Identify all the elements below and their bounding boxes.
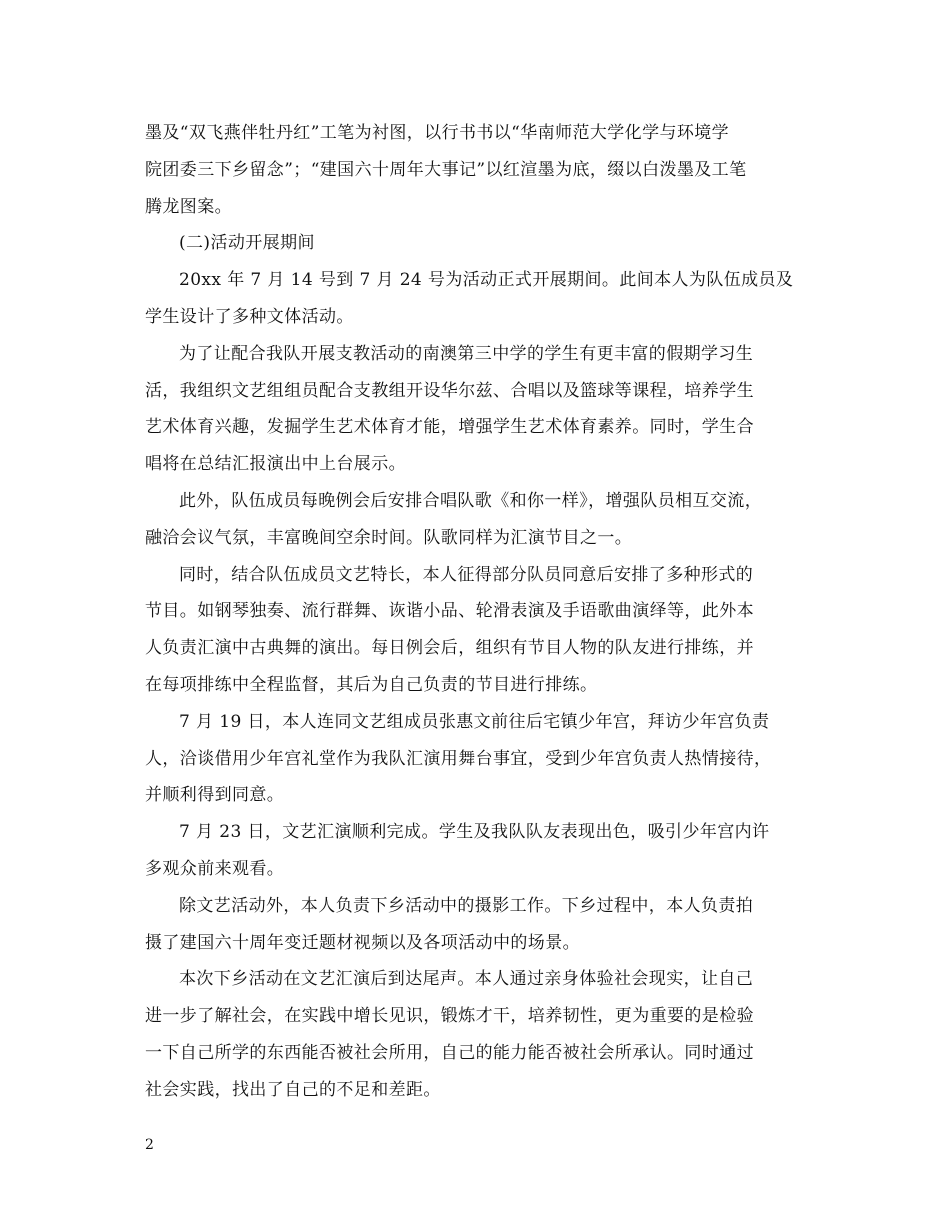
text-line: 墨及“双飞燕伴牡丹红”工笔为衬图，以行书书以“华南师范大学化学与环境学 <box>145 123 730 143</box>
text-line: 本次下乡活动在文艺汇演后到达尾声。本人通过亲身体验社会现实，让自己 <box>179 969 754 990</box>
text-line: 进一步了解社会，在实践中增长见识，锻炼才干，培养韧性，更为重要的是检验 <box>145 1006 754 1027</box>
text-line: 唱将在总结汇报演出中上台展示。 <box>145 454 406 475</box>
text-line: 社会实践，找出了自己的不足和差距。 <box>145 1079 441 1100</box>
text-line: 20xx 年 7 月 14 号到 7 月 24 号为活动正式开展期间。此间本人为队伍成员及 <box>179 270 794 291</box>
text-line: 7 月 23 日，文艺汇演顺利完成。学生及我队队友表现出色，吸引少年宫内许 <box>179 822 770 843</box>
text-line: 此外，队伍成员每晚例会后安排合唱队歌《和你一样》，增强队员相互交流， <box>179 490 763 511</box>
text-line: 除文艺活动外，本人负责下乡活动中的摄影工作。下乡过程中，本人负责拍 <box>179 895 754 916</box>
text-line: 活，我组织文艺组组员配合支教组开设华尔兹、合唱以及篮球等课程，培养学生 <box>145 380 754 401</box>
page-number: 2 <box>145 1137 154 1153</box>
text-line: 院团委三下乡留念”；“建国六十周年大事记”以红渲墨为底，缀以白泼墨及工笔 <box>145 159 747 180</box>
text-line: 人负责汇演中古典舞的演出。每日例会后，组织有节目人物的队友进行排练，并 <box>145 638 754 659</box>
text-line: 7 月 19 日，本人连同文艺组成员张惠文前往后宅镇少年宫，拜访少年宫负责 <box>179 711 770 732</box>
text-line: 摄了建国六十周年变迁题材视频以及各项活动中的场景。 <box>145 932 580 953</box>
text-line: 节目。如钢琴独奏、流行群舞、诙谐小品、轮滑表演及手语歌曲演绎等，此外本 <box>145 601 754 622</box>
text-line: 融洽会议气氛，丰富晚间空余时间。队歌同样为汇演节目之一。 <box>145 527 633 548</box>
text-line: 在每项排练中全程监督，其后为自己负责的节目进行排练。 <box>145 674 598 695</box>
section-heading: (二)活动开展期间 <box>179 233 315 254</box>
text-line: 一下自己所学的东西能否被社会所用，自己的能力能否被社会所承认。同时通过 <box>145 1042 754 1063</box>
text-line: 学生设计了多种文体活动。 <box>145 306 354 327</box>
document-body <box>145 115 815 1109</box>
text-line: 同时，结合队伍成员文艺特长，本人征得部分队员同意后安排了多种形式的 <box>179 564 754 585</box>
text-line: 为了让配合我队开展支教活动的南澳第三中学的学生有更丰富的假期学习生 <box>179 343 754 364</box>
text-line: 人，洽谈借用少年宫礼堂作为我队汇演用舞台事宜，受到少年宫负责人热情接待， <box>145 748 772 769</box>
text-line: 腾龙图案。 <box>145 196 232 217</box>
text-line: 多观众前来观看。 <box>145 858 285 879</box>
text-line: 艺术体育兴趣，发掘学生艺术体育才能，增强学生艺术体育素养。同时，学生合 <box>145 417 754 438</box>
text-line: 并顺利得到同意。 <box>145 785 285 806</box>
